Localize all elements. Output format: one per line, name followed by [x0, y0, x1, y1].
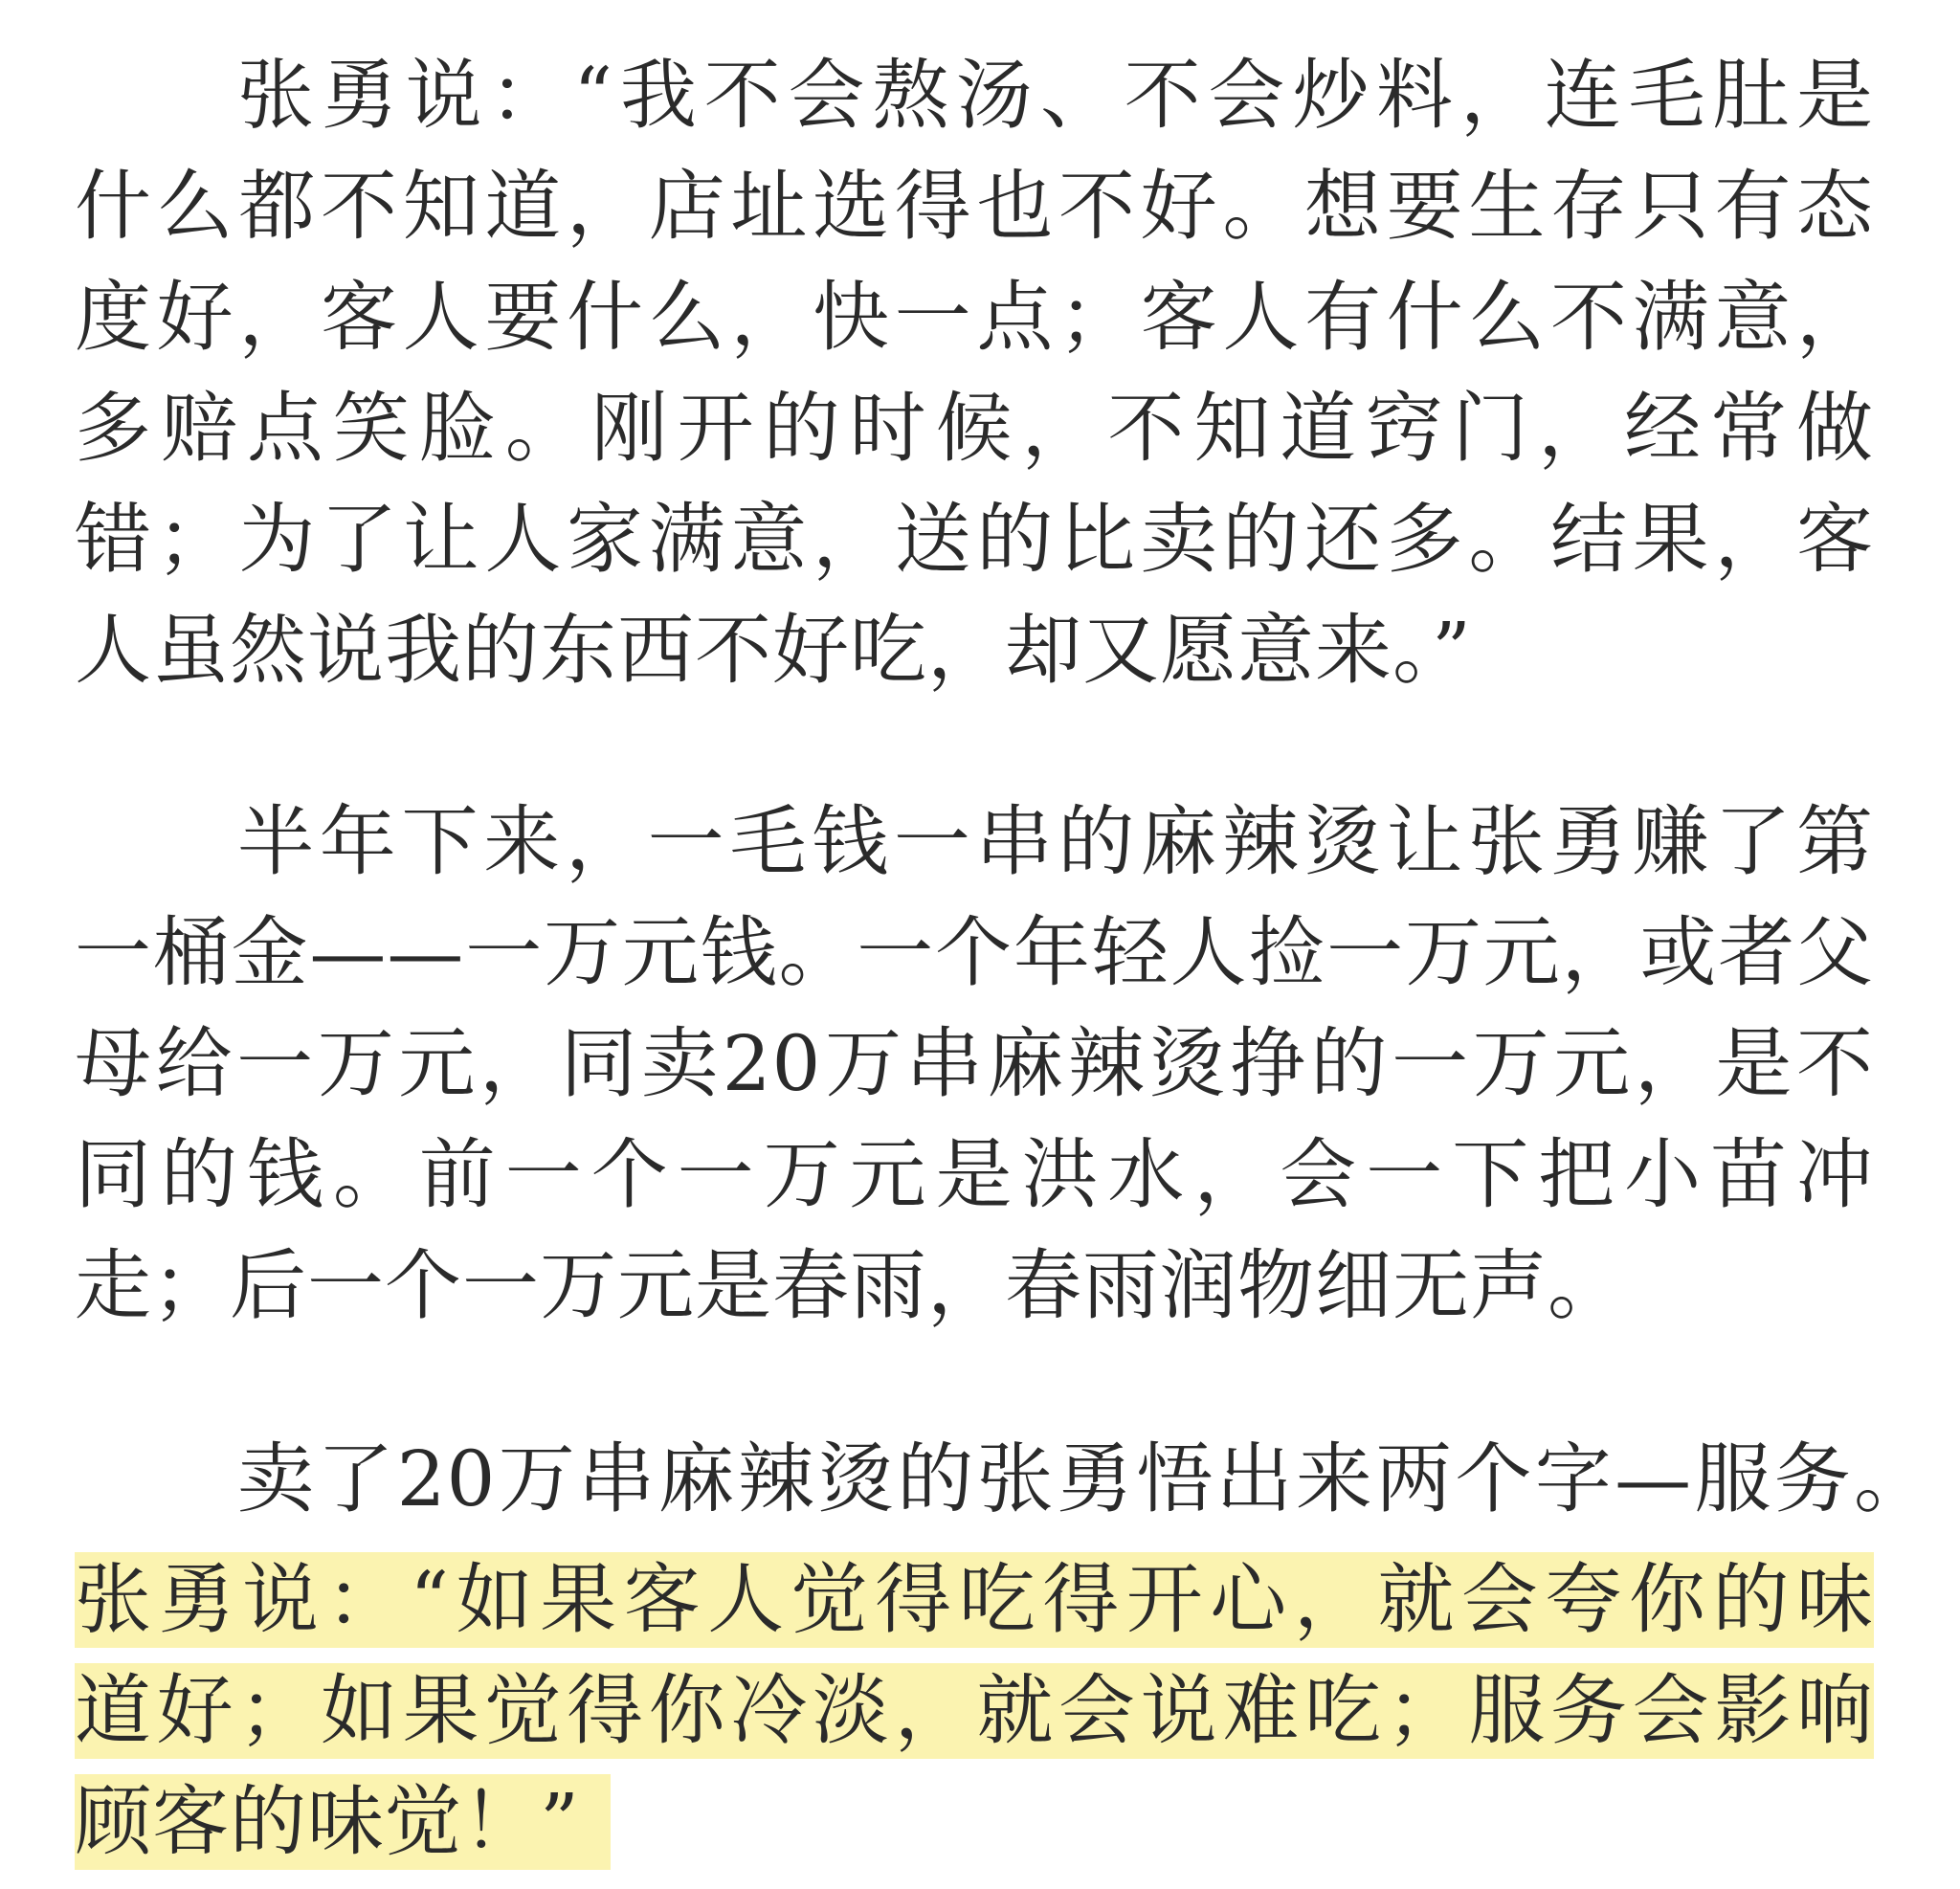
paragraph-3-line-3-highlighted: 道好；如果觉得你冷淡，就会说难吃；服务会影响 [75, 1666, 1874, 1755]
paragraph-3-line-2-highlighted: 张勇说：“如果客人觉得吃得开心，就会夸你的味 [75, 1555, 1874, 1644]
paragraph-3-line-4-highlighted: 顾客的味觉！” [75, 1777, 580, 1866]
paragraph-2-line-5: 走；后一个一万元是春雨，春雨润物细无声。 [75, 1241, 1625, 1330]
paragraph-1-line-5: 错；为了让人家满意，送的比卖的还多。结果，客 [75, 495, 1874, 584]
paragraph-2-line-1: 半年下来，一毛钱一串的麻辣烫让张勇赚了第 [237, 797, 1874, 886]
paragraph-1-line-6: 人虽然说我的东西不好吃，却又愿意来。” [75, 606, 1472, 695]
paragraph-2-line-4: 同的钱。前一个一万元是洪水，会一下把小苗冲 [75, 1130, 1874, 1219]
paragraph-1-line-4: 多赔点笑脸。刚开的时候，不知道窍门，经常做 [75, 384, 1874, 473]
paragraph-2-line-3: 母给一万元，同卖20万串麻辣烫挣的一万元，是不 [75, 1019, 1874, 1108]
paragraph-1-line-2: 什么都不知道，店址选得也不好。想要生存只有态 [75, 162, 1874, 251]
paragraph-3-line-1: 卖了20万串麻辣烫的张勇悟出来两个字—服务。 [237, 1434, 1931, 1523]
paragraph-2-line-2: 一桶金——一万元钱。一个年轻人捡一万元，或者父 [75, 908, 1874, 997]
paragraph-1-line-3: 度好，客人要什么，快一点；客人有什么不满意， [75, 273, 1874, 362]
paragraph-1-line-1: 张勇说：“我不会熬汤、不会炒料，连毛肚是 [237, 51, 1874, 140]
